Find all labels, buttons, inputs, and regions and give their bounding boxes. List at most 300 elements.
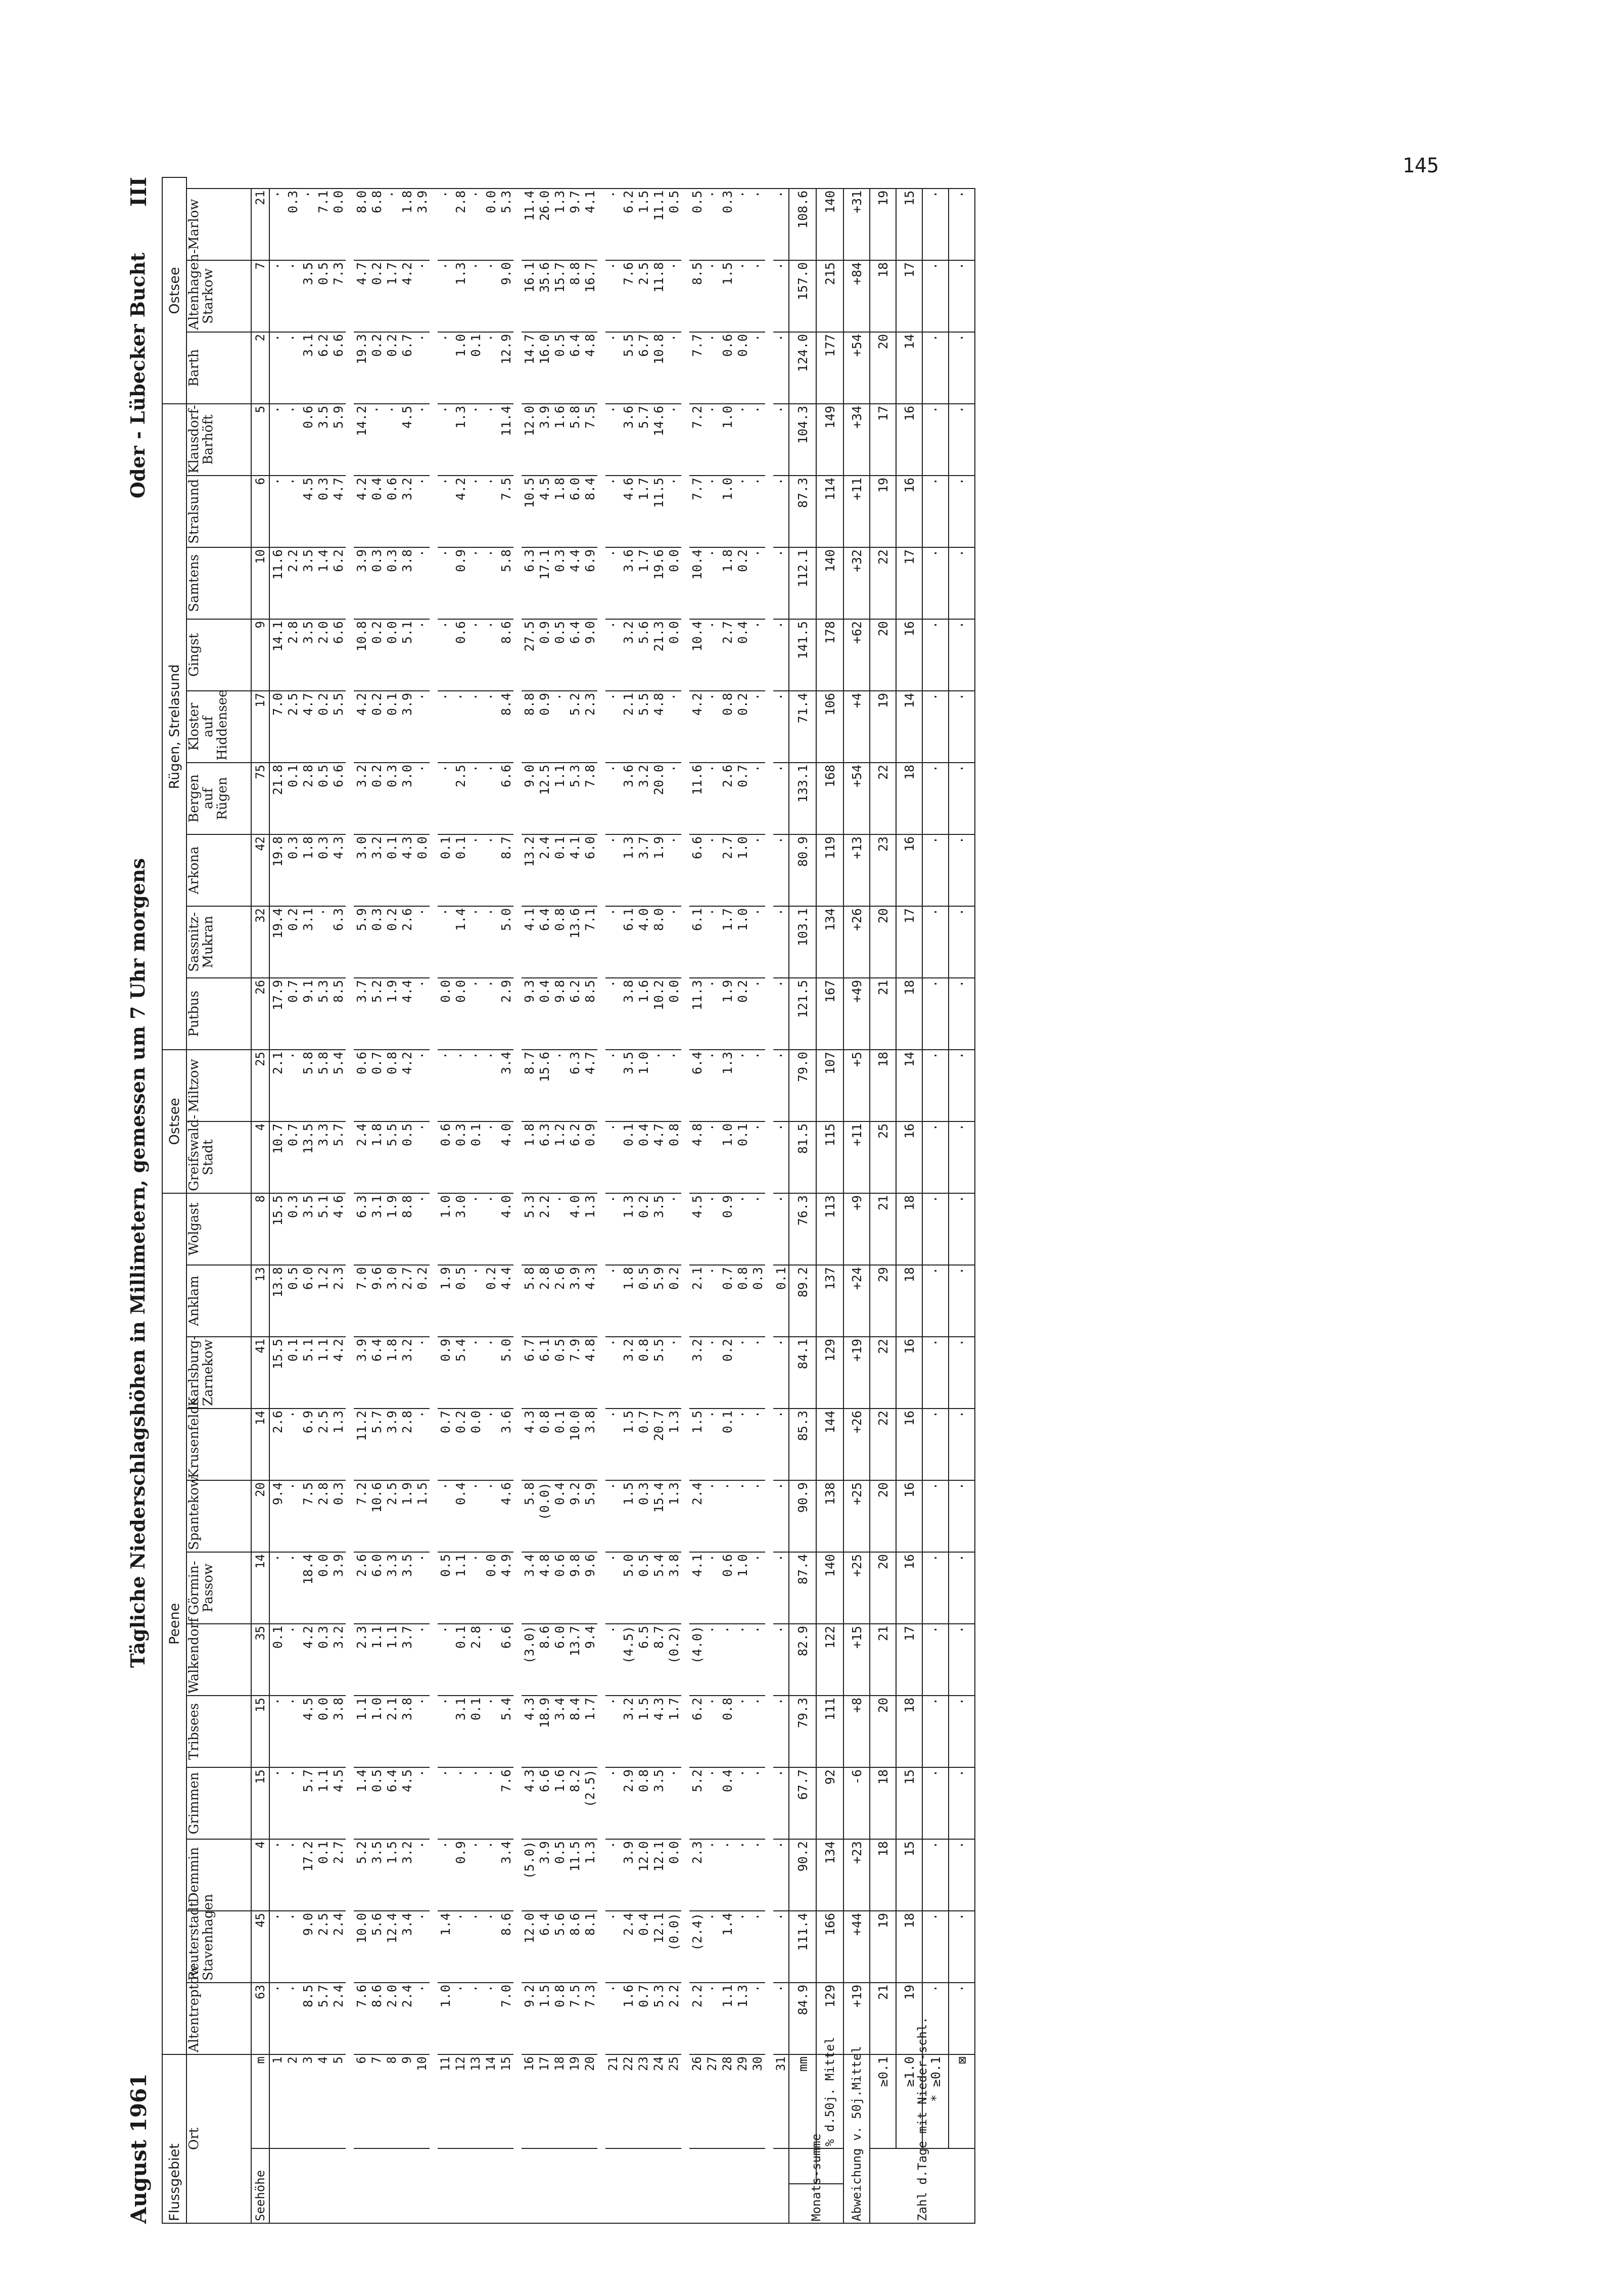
precip-value: 6.0 — [369, 1552, 384, 1624]
day-row — [384, 177, 399, 2223]
precip-value: · — [285, 1696, 300, 1767]
precip-value: · — [269, 404, 285, 476]
precip-value: 8.8 — [567, 260, 582, 332]
precip-value: · — [605, 1696, 621, 1767]
summary-value: 84.1 — [789, 1337, 816, 1409]
station-name-row — [186, 177, 251, 2223]
precip-value: 1.4 — [720, 1911, 735, 1983]
precip-value: · — [750, 1337, 765, 1409]
precip-value: 0.9 — [453, 547, 468, 619]
precip-value: 1.1 — [453, 1552, 468, 1624]
precip-value: 4.1 — [689, 1552, 704, 1624]
precip-value: · — [468, 834, 483, 906]
precip-value: · — [468, 691, 483, 763]
precip-value: 1.0 — [735, 906, 750, 978]
precip-value: (0.2) — [666, 1624, 681, 1696]
precip-value: 5.2 — [689, 1767, 704, 1839]
precip-value: 0.7 — [735, 763, 750, 834]
precip-value: 1.4 — [315, 547, 331, 619]
summary-value: +62 — [843, 619, 870, 691]
precip-value: 0.1 — [285, 763, 300, 834]
precip-value: 0.1 — [468, 332, 483, 404]
precip-value: 7.1 — [315, 189, 331, 260]
summary-value: +8 — [843, 1696, 870, 1767]
precip-value: · — [269, 1839, 285, 1911]
precip-value: 9.0 — [582, 619, 597, 691]
precip-value: · — [704, 619, 720, 691]
precip-value: 1.3 — [666, 1409, 681, 1480]
precip-value: 2.1 — [269, 1050, 285, 1121]
summary-value: 112.1 — [789, 547, 816, 619]
summary-value: 157.0 — [789, 260, 816, 332]
station-altitude: 13 — [251, 1265, 269, 1337]
precip-value: 3.7 — [354, 978, 369, 1050]
precip-value: · — [605, 1050, 621, 1121]
precip-value: 7.5 — [300, 1480, 315, 1552]
precip-value: · — [750, 1050, 765, 1121]
precip-value: 2.6 — [552, 1265, 567, 1337]
precip-value: · — [605, 1839, 621, 1911]
station-name: Bergen auf Rügen — [186, 763, 251, 834]
precip-value: 2.6 — [720, 763, 735, 834]
precip-value: 10.6 — [369, 1480, 384, 1552]
precip-value: 3.3 — [315, 1121, 331, 1193]
precip-value: · — [666, 763, 681, 834]
precip-value: · — [438, 906, 453, 978]
precip-value: 16.7 — [582, 260, 597, 332]
day-row — [354, 177, 369, 2223]
precip-value: 0.4 — [369, 476, 384, 547]
precip-value: 1.9 — [720, 978, 735, 1050]
precip-value: 4.3 — [522, 1767, 537, 1839]
precip-value: · — [468, 763, 483, 834]
day-row — [567, 177, 582, 2223]
precip-value: 4.8 — [582, 1337, 597, 1409]
precip-value: 18.9 — [537, 1696, 552, 1767]
precip-value: 0.7 — [636, 1409, 651, 1480]
precip-value: 0.1 — [453, 834, 468, 906]
precip-value: 2.7 — [331, 1839, 346, 1911]
day-row — [621, 177, 636, 2223]
precip-value: · — [384, 189, 399, 260]
precip-value: · — [438, 547, 453, 619]
precip-value: · — [483, 1983, 498, 2054]
precip-value: 9.0 — [300, 1911, 315, 1983]
precip-value: · — [704, 404, 720, 476]
precip-value: 0.5 — [689, 189, 704, 260]
day-row — [300, 177, 315, 2223]
summary-value: 84.9 — [789, 1983, 816, 2054]
precip-value: 0.2 — [369, 619, 384, 691]
precip-value: 13.8 — [269, 1265, 285, 1337]
precip-value: · — [704, 189, 720, 260]
precip-value: (3.0) — [522, 1624, 537, 1696]
precip-value: 4.4 — [498, 1265, 513, 1337]
day-number: 30 — [750, 2054, 765, 2148]
precip-value: 0.7 — [636, 1983, 651, 2054]
summary-value: 15 — [896, 1839, 922, 1911]
precip-value: 4.5 — [537, 476, 552, 547]
precip-value: · — [414, 476, 430, 547]
precip-value: · — [453, 1911, 468, 1983]
empty-cell — [354, 2148, 369, 2223]
precip-value: 9.8 — [552, 978, 567, 1050]
precip-value: 3.4 — [522, 1552, 537, 1624]
precip-value: · — [468, 619, 483, 691]
precip-value: · — [666, 476, 681, 547]
summary-value: · — [949, 1696, 975, 1767]
precip-value: 6.2 — [567, 978, 582, 1050]
precip-value: 3.9 — [414, 189, 430, 260]
monthly-summary — [789, 177, 975, 2223]
river-basin-cell: Rügen, Strelasund — [162, 404, 186, 1050]
precip-value: 3.9 — [537, 1839, 552, 1911]
precip-value: 9.4 — [269, 1480, 285, 1552]
precip-value: · — [552, 691, 567, 763]
precip-value: 4.1 — [522, 906, 537, 978]
precip-value: 1.9 — [651, 834, 666, 906]
precip-value: 10.8 — [354, 619, 369, 691]
day-row — [438, 177, 453, 2223]
precip-value: 0.0 — [735, 332, 750, 404]
day-number: 19 — [567, 2054, 582, 2148]
precip-value: · — [773, 260, 789, 332]
precip-value: · — [483, 1337, 498, 1409]
summary-value: 107 — [816, 1050, 843, 1121]
precip-value: 0.1 — [552, 1409, 567, 1480]
precip-value: 15.5 — [269, 1337, 285, 1409]
precip-value: 1.7 — [582, 1696, 597, 1767]
precip-value: 0.3 — [285, 189, 300, 260]
precip-value: · — [483, 260, 498, 332]
precip-value: 4.7 — [331, 476, 346, 547]
summary-value: 18 — [870, 1767, 896, 1839]
station-name: Samtens — [186, 547, 251, 619]
precip-value: 3.9 — [567, 1265, 582, 1337]
precip-value: 14.1 — [269, 619, 285, 691]
precip-value: 5.4 — [651, 1552, 666, 1624]
precip-value: · — [438, 1050, 453, 1121]
summary-value: 141.5 — [789, 619, 816, 691]
empty-cell — [689, 2148, 704, 2223]
summary-value: · — [949, 1767, 975, 1839]
precip-value: 3.5 — [300, 1193, 315, 1265]
empty-cell — [651, 2148, 666, 2223]
precip-value: 7.6 — [621, 260, 636, 332]
precip-value: 6.4 — [567, 332, 582, 404]
precip-value: 1.4 — [354, 1767, 369, 1839]
precip-value: 11.6 — [269, 547, 285, 619]
precip-value: 5.7 — [315, 1983, 331, 2054]
precip-value: 5.7 — [636, 404, 651, 476]
precip-value: 0.0 — [666, 978, 681, 1050]
precip-value: 0.5 — [399, 1121, 414, 1193]
summary-value: 67.7 — [789, 1767, 816, 1839]
precip-value: 4.1 — [567, 834, 582, 906]
empty-cell — [498, 2148, 513, 2223]
summary-value: · — [949, 1050, 975, 1121]
precip-value: 0.8 — [552, 906, 567, 978]
precip-value: · — [605, 1983, 621, 2054]
precip-value: · — [750, 189, 765, 260]
precip-value: · — [704, 834, 720, 906]
summary-value: 21 — [870, 1624, 896, 1696]
precip-value: 8.4 — [582, 476, 597, 547]
summary-value: 90.9 — [789, 1480, 816, 1552]
precip-value: · — [438, 1696, 453, 1767]
empty-cell — [605, 2148, 621, 2223]
summary-value: +54 — [843, 763, 870, 834]
precip-value: · — [483, 1839, 498, 1911]
precip-value: · — [735, 189, 750, 260]
group-gap — [597, 177, 605, 2223]
precip-value: 0.1 — [384, 834, 399, 906]
summary-value: 16 — [896, 1552, 922, 1624]
precip-value: 0.3 — [331, 1480, 346, 1552]
precip-value: 2.8 — [300, 763, 315, 834]
precip-value: · — [285, 260, 300, 332]
precip-value: · — [773, 978, 789, 1050]
precip-value: 0.3 — [285, 834, 300, 906]
summary-value: 111.4 — [789, 1911, 816, 1983]
precip-value: 3.8 — [582, 1409, 597, 1480]
day-number: 13 — [468, 2054, 483, 2148]
day-row — [735, 177, 750, 2223]
precip-value: (0.0) — [537, 1480, 552, 1552]
summary-value: 134 — [816, 906, 843, 978]
precip-value: 9.8 — [567, 1552, 582, 1624]
station-altitude: 4 — [251, 1839, 269, 1911]
river-basin-cell: Peene — [162, 1193, 186, 2054]
precip-value: 2.4 — [621, 1911, 636, 1983]
precip-value: · — [468, 1767, 483, 1839]
precip-value: 0.3 — [315, 1624, 331, 1696]
summary-value: 79.0 — [789, 1050, 816, 1121]
precip-value: · — [468, 1552, 483, 1624]
station-name: Kloster auf Hiddensee — [186, 691, 251, 763]
summary-value: · — [922, 834, 949, 906]
precip-value: · — [483, 978, 498, 1050]
precip-value: · — [605, 1480, 621, 1552]
precip-value: · — [384, 404, 399, 476]
precip-value: 4.3 — [582, 1265, 597, 1337]
summary-value: 21 — [870, 1193, 896, 1265]
day-row — [331, 177, 346, 2223]
precip-value: 6.3 — [537, 1121, 552, 1193]
station-altitude: 5 — [251, 404, 269, 476]
summary-value: · — [922, 1911, 949, 1983]
station-name: Arkona — [186, 834, 251, 906]
days-ge-0.1-row — [870, 177, 896, 2223]
precip-value: 21.8 — [269, 763, 285, 834]
precip-value: 4.2 — [331, 1337, 346, 1409]
summary-value: +24 — [843, 1265, 870, 1337]
summary-value: 144 — [816, 1409, 843, 1480]
precip-value: · — [285, 1911, 300, 1983]
precip-value: 4.1 — [582, 189, 597, 260]
precip-value: 0.2 — [384, 906, 399, 978]
day-number: 1 — [269, 2054, 285, 2148]
station-name: Reuterstadt Stavenhagen — [186, 1911, 251, 1983]
precip-value: · — [483, 476, 498, 547]
precip-value: 0.5 — [552, 619, 567, 691]
precip-value: 19.8 — [269, 834, 285, 906]
ort-label: Ort — [186, 2054, 251, 2223]
precip-value: · — [285, 1983, 300, 2054]
precip-value: 5.1 — [300, 1337, 315, 1409]
summary-value: · — [949, 260, 975, 332]
precip-value: 1.5 — [621, 1409, 636, 1480]
summary-value: · — [949, 1193, 975, 1265]
ge10-label: ≥1.0 — [896, 2054, 922, 2148]
precip-value: · — [704, 332, 720, 404]
precip-value: · — [414, 691, 430, 763]
precip-value: · — [773, 1337, 789, 1409]
precip-value: 3.2 — [621, 619, 636, 691]
day-number: 23 — [636, 2054, 651, 2148]
page-number: 145 — [1402, 154, 1439, 177]
precip-value: 0.7 — [438, 1409, 453, 1480]
summary-value: · — [922, 619, 949, 691]
precip-value: · — [750, 1911, 765, 1983]
precip-value: · — [468, 547, 483, 619]
precip-value: · — [605, 1767, 621, 1839]
precip-value: 3.0 — [399, 763, 414, 834]
summary-value: 17 — [870, 404, 896, 476]
station-name: Walkendorf — [186, 1624, 251, 1696]
precip-value: 15.4 — [651, 1480, 666, 1552]
summary-value: 124.0 — [789, 332, 816, 404]
precip-value: 0.6 — [354, 1050, 369, 1121]
precip-value: 1.0 — [438, 1193, 453, 1265]
precip-value: 1.2 — [552, 1121, 567, 1193]
precip-value: 6.1 — [689, 906, 704, 978]
precip-value: · — [773, 1839, 789, 1911]
precip-value: · — [285, 1409, 300, 1480]
station-altitude: 32 — [251, 906, 269, 978]
precip-value: 3.5 — [300, 260, 315, 332]
summary-value: +49 — [843, 978, 870, 1050]
precip-value: 3.7 — [636, 834, 651, 906]
precip-value: · — [704, 1624, 720, 1696]
station-name: Altentreptow — [186, 1983, 251, 2054]
unit-mm: mm — [789, 2054, 816, 2148]
precip-value: 1.3 — [621, 1193, 636, 1265]
precip-value: 4.5 — [331, 1767, 346, 1839]
precip-value: · — [704, 1696, 720, 1767]
precip-value: · — [483, 1624, 498, 1696]
precip-value: · — [269, 1696, 285, 1767]
precip-value: 3.8 — [331, 1696, 346, 1767]
station-name: Marlow — [186, 189, 251, 260]
precip-value: 2.4 — [399, 1983, 414, 2054]
summary-value: 22 — [870, 1337, 896, 1409]
precip-value: · — [605, 332, 621, 404]
precip-value: 2.8 — [453, 189, 468, 260]
precip-value: · — [773, 691, 789, 763]
precip-value: 2.7 — [399, 1265, 414, 1337]
precip-value: 0.8 — [537, 1409, 552, 1480]
precip-value: · — [468, 978, 483, 1050]
precip-value: · — [704, 1911, 720, 1983]
summary-value: 149 — [816, 404, 843, 476]
percent-of-mean-row — [816, 177, 843, 2223]
river-basin-row — [162, 177, 186, 2223]
precip-value: 1.8 — [369, 1121, 384, 1193]
precip-value: 0.2 — [369, 260, 384, 332]
precip-value: 6.9 — [300, 1409, 315, 1480]
summary-value: · — [949, 1480, 975, 1552]
empty-cell — [666, 2148, 681, 2223]
summary-value: · — [922, 1767, 949, 1839]
empty-cell — [285, 2148, 300, 2223]
precip-value: 0.0 — [414, 834, 430, 906]
summary-value: · — [922, 1624, 949, 1696]
precip-value: 1.5 — [414, 1480, 430, 1552]
precip-value: 7.2 — [689, 404, 704, 476]
station-altitude: 35 — [251, 1624, 269, 1696]
station-altitude: 41 — [251, 1337, 269, 1409]
precip-value: · — [704, 1265, 720, 1337]
group-gap — [346, 177, 354, 2223]
precip-value: 3.5 — [621, 1050, 636, 1121]
precip-value: · — [750, 547, 765, 619]
day-number: 18 — [552, 2054, 567, 2148]
precip-value: 3.2 — [621, 1696, 636, 1767]
precip-value: 3.9 — [331, 1552, 346, 1624]
precip-value: 0.1 — [552, 834, 567, 906]
precip-value: 18.4 — [300, 1552, 315, 1624]
summary-value: · — [922, 1839, 949, 1911]
precip-value: · — [414, 1409, 430, 1480]
precip-value: · — [285, 1050, 300, 1121]
precip-value: 1.7 — [384, 260, 399, 332]
day-number: 3 — [300, 2054, 315, 2148]
precip-value: · — [773, 619, 789, 691]
precip-value: 0.2 — [414, 1265, 430, 1337]
day-row — [285, 177, 300, 2223]
precip-value: 2.1 — [384, 1696, 399, 1767]
precip-value: 5.9 — [582, 1480, 597, 1552]
precip-value: · — [414, 1767, 430, 1839]
precip-value: 4.0 — [498, 1193, 513, 1265]
precip-value: 3.4 — [399, 1911, 414, 1983]
summary-value: 15 — [896, 189, 922, 260]
precip-value: 1.5 — [636, 1696, 651, 1767]
precip-value: · — [773, 404, 789, 476]
precip-value: 0.1 — [773, 1265, 789, 1337]
precip-value: · — [414, 332, 430, 404]
precip-value: 0.3 — [285, 1193, 300, 1265]
altitude-row — [251, 177, 269, 2223]
summary-value: 16 — [896, 404, 922, 476]
summary-value: · — [949, 404, 975, 476]
precip-value: 5.7 — [369, 1409, 384, 1480]
day-row — [552, 177, 567, 2223]
station-name: Putbus — [186, 978, 251, 1050]
precip-value: 1.9 — [384, 1193, 399, 1265]
precip-value: 6.8 — [369, 189, 384, 260]
empty-cell — [636, 2148, 651, 2223]
precip-value: 17.1 — [537, 547, 552, 619]
precip-value: 5.8 — [522, 1480, 537, 1552]
precip-value: 0.0 — [438, 978, 453, 1050]
precip-value: 4.8 — [651, 691, 666, 763]
precip-value: 8.7 — [498, 834, 513, 906]
precip-value: · — [605, 763, 621, 834]
summary-value: +44 — [843, 1911, 870, 1983]
precip-value: · — [605, 1193, 621, 1265]
